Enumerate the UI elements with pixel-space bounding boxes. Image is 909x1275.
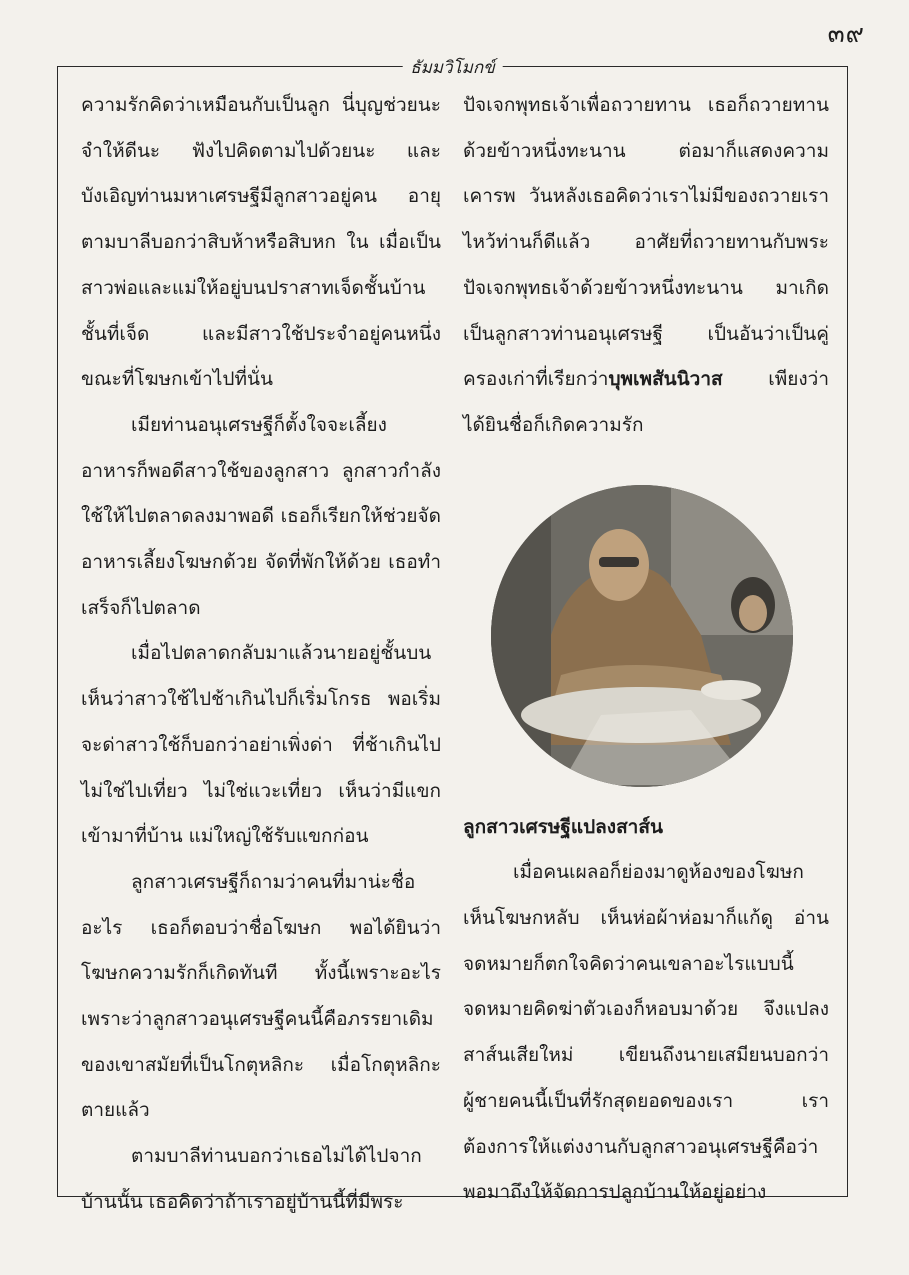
monk-photo-illustration <box>491 485 793 787</box>
right-column <box>463 83 829 1216</box>
paragraph-text: ปัจเจกพุทธเจ้าเพื่อถวายทาน เธอก็ถวายทานด้วยข้าวหนึ่งทะนาน ต่อมาก็แสดงความเคารพ วันหลังเธอคิดว่าเราไม่มีของถวายเรา ไหว้ท่านก็ดีแล้ว อาศัยที่ถวายทานกับพระปัจเจกพุทธเจ้าด้วยข้าวหนึ่งทะนาน มาเกิดเป็นลูกสาวท่านอนุเศรษฐี เป็นอันว่าเป็นคู่ครองเก่าที่เรียกว่า <box>463 94 829 391</box>
paragraph-text: เพียงว่าได้ยินชื่อก็เกิดความรัก <box>463 368 829 436</box>
running-header: ธัมมวิโมกข์ <box>402 54 503 81</box>
text-frame <box>57 58 848 1213</box>
paragraph <box>463 83 829 449</box>
bold-term: บุพเพสันนิวาส <box>608 368 723 391</box>
section-heading: ลูกสาวเศรษฐีแปลงสาส์น <box>463 815 663 838</box>
paragraph: เมื่อคนเผลอก็ย่องมาดูห้องของโฆษกเห็นโฆษกหลับ เห็นห่อผ้าห่อมาก็แก้ดู อ่านจดหมายก็ตกใจคิดว่าคนเขลาอะไรแบบนี้ จดหมายคิดฆ่าตัวเองก็หอบมาด้วย จึงแปลงสาส์นเสียใหม่ เขียนถึงนายเสมียนบอกว่า ผู้ชายคนนี้เป็นที่รักสุดยอดของเรา เราต้องการให้แต่งงานกับลูกสาวอนุเศรษฐีคือว่าพอมาถึงให้จัดการปลูกบ้านให้อยู่อย่าง <box>463 861 829 1204</box>
monk-photo <box>491 485 793 787</box>
paragraph: ลูกสาวเศรษฐีก็ถามว่าคนที่มาน่ะชื่ออะไร เธอก็ตอบว่าชื่อโฆษก พอได้ยินว่าโฆษกความรักก็เกิดทันที ทั้งนี้เพราะอะไรเพราะว่าลูกสาวอนุเศรษฐีคนนี้คือภรรยาเดิมของเขาสมัยที่เป็นโกตุหลิกะ เมื่อโกตุหลิกะตายแล้ว <box>81 870 441 1122</box>
paragraph: เมื่อไปตลาดกลับมาแล้วนายอยู่ชั้นบนเห็นว่าสาวใช้ไปช้าเกินไปก็เริ่มโกรธ พอเริ่มจะด่าสาวใช้ก็บอกว่าอย่าเพิ่งด่า ที่ช้าเกินไปไม่ใช่ไปเที่ยว ไม่ใช่แวะเที่ยว เห็นว่ามีแขกเข้ามาที่บ้าน แม่ใหญ่ใช้รับแขกก่อน <box>81 642 441 848</box>
paragraph: ตามบาลีท่านบอกว่าเธอไม่ได้ไปจากบ้านนั้น เธอคิดว่าถ้าเราอยู่บ้านนี้ที่มีพระ <box>81 1145 422 1213</box>
left-column <box>81 83 441 1226</box>
paragraph: ความรักคิดว่าเหมือนกับเป็นลูก นี่บุญช่วยนะ จำให้ดีนะ ฟังไปคิดตามไปด้วยนะ และบังเอิญท่านมหาเศรษฐีมีลูกสาวอยู่คน อายุตามบาลีบอกว่าสิบห้าหรือสิบหก ใน เมื่อเป็นสาวพ่อและแม่ให้อยู่บนปราสาทเจ็ดชั้นบ้านชั้นที่เจ็ด และมีสาวใช้ประจำอยู่คนหนึ่ง ขณะที่โฆษกเข้าไปที่นั่น <box>81 94 441 391</box>
paragraph: เมียท่านอนุเศรษฐีก็ตั้งใจจะเลี้ยงอาหารก็พอดีสาวใช้ของลูกสาว ลูกสาวกำลังใช้ให้ไปตลาดลงมาพอดี เธอก็เรียกให้ช่วยจัดอาหารเลี้ยงโฆษกด้วย จัดที่พักให้ด้วย เธอทำเสร็จก็ไปตลาด <box>81 413 441 619</box>
page-number: ๓๙ <box>827 19 865 48</box>
